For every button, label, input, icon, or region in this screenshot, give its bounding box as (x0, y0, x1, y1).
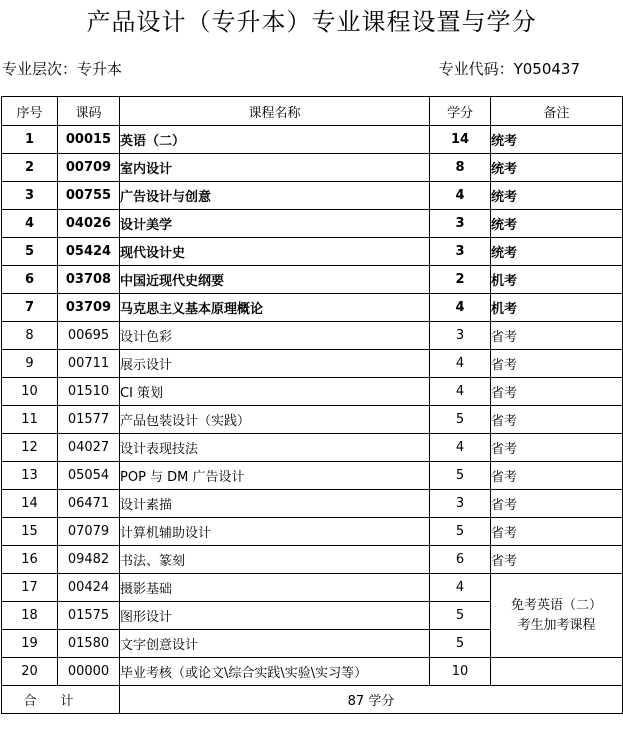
cell-credit: 14 (430, 126, 491, 154)
cell-credit: 5 (430, 518, 491, 546)
cell-code: 01510 (58, 378, 120, 406)
table-row (2, 126, 623, 154)
cell-credit: 4 (430, 434, 491, 462)
cell-remark: 省考 (491, 406, 623, 434)
cell-name: 展示设计 (120, 350, 430, 378)
course-table (1, 96, 623, 714)
cell-name: 马克思主义基本原理概论 (120, 294, 430, 322)
cell-name: 摄影基础 (120, 574, 430, 602)
cell-credit: 5 (430, 462, 491, 490)
cell-seq: 20 (2, 658, 58, 686)
header-credit: 学分 (430, 97, 491, 126)
merged-remark-line1: 免考英语（二） (510, 597, 602, 613)
cell-code: 04026 (58, 210, 120, 238)
cell-code: 09482 (58, 546, 120, 574)
cell-remark (491, 658, 623, 686)
cell-seq: 12 (2, 434, 58, 462)
cell-credit: 10 (430, 658, 491, 686)
table-row (2, 462, 623, 490)
cell-credit: 3 (430, 210, 491, 238)
cell-remark: 省考 (491, 434, 623, 462)
cell-remark: 省考 (491, 350, 623, 378)
cell-code: 06471 (58, 490, 120, 518)
cell-name: POP 与 DM 广告设计 (120, 462, 430, 490)
cell-seq: 3 (2, 182, 58, 210)
cell-credit: 3 (430, 322, 491, 350)
cell-code: 07079 (58, 518, 120, 546)
cell-code: 00000 (58, 658, 120, 686)
cell-name: 英语（二） (120, 126, 430, 154)
cell-seq: 10 (2, 378, 58, 406)
cell-name: 产品包装设计（实践） (120, 406, 430, 434)
cell-credit: 4 (430, 378, 491, 406)
cell-credit: 5 (430, 406, 491, 434)
cell-seq: 15 (2, 518, 58, 546)
cell-code: 00709 (58, 154, 120, 182)
header-seq: 序号 (2, 97, 58, 126)
table-row (2, 210, 623, 238)
table-row (2, 238, 623, 266)
cell-code: 00015 (58, 126, 120, 154)
table-row (2, 518, 623, 546)
cell-name: 设计表现技法 (120, 434, 430, 462)
cell-seq: 14 (2, 490, 58, 518)
cell-name: 现代设计史 (120, 238, 430, 266)
cell-credit: 3 (430, 238, 491, 266)
cell-credit: 5 (430, 602, 491, 630)
cell-remark: 机考 (491, 294, 623, 322)
cell-name: 图形设计 (120, 602, 430, 630)
cell-name: 中国近现代史纲要 (120, 266, 430, 294)
cell-remark-merged (491, 574, 623, 658)
cell-name: 广告设计与创意 (120, 182, 430, 210)
table-row (2, 434, 623, 462)
cell-remark: 统考 (491, 238, 623, 266)
table-row (2, 182, 623, 210)
cell-seq: 16 (2, 546, 58, 574)
cell-code: 03709 (58, 294, 120, 322)
cell-credit: 4 (430, 350, 491, 378)
cell-remark: 省考 (491, 322, 623, 350)
cell-code: 01580 (58, 630, 120, 658)
header-remark: 备注 (491, 97, 623, 126)
cell-name: 文字创意设计 (120, 630, 430, 658)
table-row (2, 322, 623, 350)
cell-seq: 19 (2, 630, 58, 658)
cell-code: 01575 (58, 602, 120, 630)
cell-name: 设计色彩 (120, 322, 430, 350)
cell-code: 00711 (58, 350, 120, 378)
header-name: 课程名称 (120, 97, 430, 126)
cell-remark: 省考 (491, 378, 623, 406)
cell-seq: 8 (2, 322, 58, 350)
cell-name: 室内设计 (120, 154, 430, 182)
cell-code: 05424 (58, 238, 120, 266)
cell-remark: 省考 (491, 490, 623, 518)
cell-remark: 统考 (491, 154, 623, 182)
cell-name: 设计美学 (120, 210, 430, 238)
cell-code: 04027 (58, 434, 120, 462)
cell-remark: 省考 (491, 546, 623, 574)
cell-seq: 7 (2, 294, 58, 322)
total-row (2, 686, 623, 714)
cell-credit: 3 (430, 490, 491, 518)
cell-seq: 5 (2, 238, 58, 266)
cell-seq: 1 (2, 126, 58, 154)
cell-seq: 6 (2, 266, 58, 294)
cell-code: 00424 (58, 574, 120, 602)
table-row (2, 574, 623, 602)
table-row (2, 266, 623, 294)
cell-name: 计算机辅助设计 (120, 518, 430, 546)
cell-remark: 统考 (491, 182, 623, 210)
header-code: 课码 (58, 97, 120, 126)
cell-seq: 18 (2, 602, 58, 630)
page-title: 产品设计（专升本）专业课程设置与学分 (86, 8, 537, 36)
cell-remark: 省考 (491, 462, 623, 490)
total-value: 87 学分 (120, 686, 623, 714)
cell-name: 书法、篆刻 (120, 546, 430, 574)
cell-credit: 8 (430, 154, 491, 182)
major-code: 专业代码：Y050437 (438, 60, 580, 78)
cell-code: 03708 (58, 266, 120, 294)
cell-credit: 2 (430, 266, 491, 294)
cell-seq: 9 (2, 350, 58, 378)
table-row (2, 378, 623, 406)
table-row (2, 658, 623, 686)
table-row (2, 406, 623, 434)
merged-remark-line2: 考生加考课程 (517, 617, 596, 633)
cell-credit: 4 (430, 294, 491, 322)
cell-remark: 统考 (491, 126, 623, 154)
cell-credit: 5 (430, 630, 491, 658)
cell-seq: 17 (2, 574, 58, 602)
cell-remark: 机考 (491, 266, 623, 294)
table-row (2, 350, 623, 378)
cell-code: 00695 (58, 322, 120, 350)
cell-credit: 4 (430, 574, 491, 602)
cell-seq: 2 (2, 154, 58, 182)
cell-name: CI 策划 (120, 378, 430, 406)
cell-code: 05054 (58, 462, 120, 490)
table-row (2, 490, 623, 518)
total-label: 合计 (2, 686, 120, 714)
cell-seq: 13 (2, 462, 58, 490)
cell-credit: 4 (430, 182, 491, 210)
cell-name: 设计素描 (120, 490, 430, 518)
cell-remark: 统考 (491, 210, 623, 238)
cell-code: 01577 (58, 406, 120, 434)
table-row (2, 294, 623, 322)
cell-code: 00755 (58, 182, 120, 210)
major-level: 专业层次：专升本 (2, 60, 123, 78)
table-header-row (2, 97, 623, 126)
table-row (2, 154, 623, 182)
table-row (2, 546, 623, 574)
cell-credit: 6 (430, 546, 491, 574)
cell-seq: 11 (2, 406, 58, 434)
cell-remark: 省考 (491, 518, 623, 546)
cell-name: 毕业考核（或论文\综合实践\实验\实习等） (120, 658, 430, 686)
cell-seq: 4 (2, 210, 58, 238)
